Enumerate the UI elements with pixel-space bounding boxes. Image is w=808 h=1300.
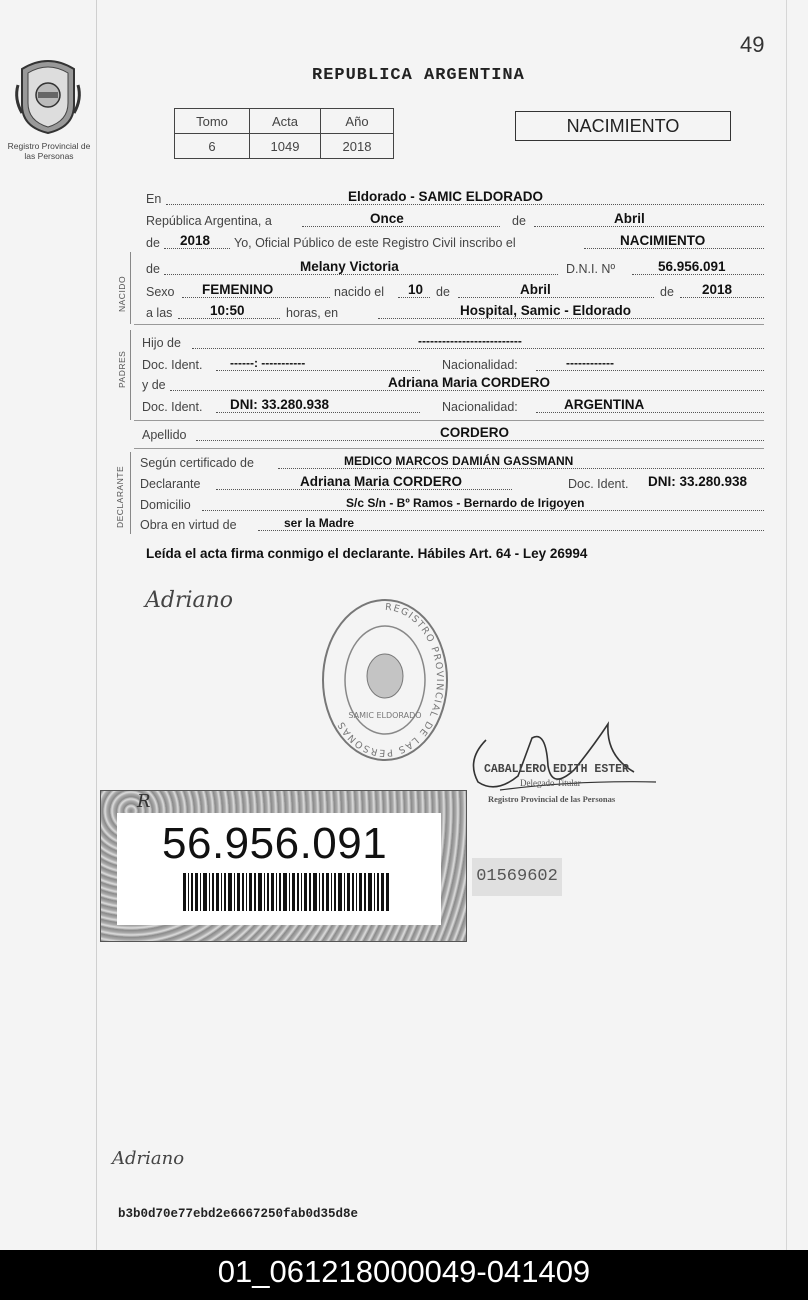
- nacido-dia: 10: [408, 282, 424, 297]
- hijo-value: --------------------------: [418, 334, 522, 348]
- seal-ring-text: REGISTRO PROVINCIAL DE LAS PERSONAS: [335, 601, 446, 759]
- dom-label: Domicilio: [140, 498, 191, 512]
- nacido-mes: Abril: [520, 282, 551, 297]
- en-label: En: [146, 192, 162, 206]
- doc1-label: Doc. Ident.: [142, 358, 203, 372]
- row-hijo: [142, 332, 764, 352]
- row-en: [146, 188, 764, 208]
- acta-inscribo: NACIMIENTO: [620, 233, 706, 248]
- nacido-de2-label: de: [660, 285, 674, 299]
- section-padres: PADRES: [117, 350, 127, 388]
- row-declarante: [140, 473, 764, 493]
- logo-caption: Registro Provincial de las Personas: [7, 141, 91, 161]
- nacido-el-label: nacido el: [334, 285, 385, 299]
- sexo-label: Sexo: [146, 285, 175, 299]
- tomo-acta-table: [174, 108, 394, 159]
- nacido-sexo: FEMENINO: [202, 282, 274, 297]
- doc1-value: ------: -----------: [230, 356, 306, 370]
- delegado-name: CABALLERO EDITH ESTER: [484, 763, 629, 776]
- obra-value: ser la Madre: [284, 516, 355, 530]
- barcode-bars: [183, 873, 389, 911]
- row-oficial: [146, 232, 764, 252]
- row-certificado: [140, 452, 764, 472]
- acta-mes: Abril: [614, 211, 645, 226]
- madre-nombre: Adriana Maria CORDERO: [388, 375, 551, 390]
- delegado-org: Registro Provincial de las Personas: [488, 794, 616, 804]
- nac2-label: Nacionalidad:: [442, 400, 518, 414]
- barcode-sticker: [100, 790, 467, 942]
- nac2-value: ARGENTINA: [564, 397, 645, 412]
- en-value: Eldorado - SAMIC ELDORADO: [348, 189, 543, 204]
- page-right-edge: [786, 0, 787, 1250]
- barcode-number: 56.956.091: [162, 819, 388, 868]
- decl-doc-label: Doc. Ident.: [568, 477, 629, 491]
- leida-statement: Leída el acta firma conmigo el declarante. Hábiles Art. 64 - Ley 26994: [146, 546, 588, 561]
- acta-type-box: NACIMIENTO: [515, 111, 731, 141]
- nac1-value: ------------: [566, 356, 614, 370]
- official-seal: [318, 596, 452, 766]
- decl-label: Declarante: [140, 477, 201, 491]
- apellido-label: Apellido: [142, 428, 187, 442]
- doc2-label: Doc. Ident.: [142, 400, 203, 414]
- page-left-edge: [96, 0, 97, 1250]
- signature-declarante: Adriano: [145, 588, 234, 613]
- decl-value: Adriana Maria CORDERO: [300, 474, 463, 489]
- oficial-text: Yo, Oficial Público de este Registro Civil inscribo el: [234, 236, 516, 250]
- apellido-value: CORDERO: [440, 425, 510, 440]
- serial-number: 01569602: [472, 858, 562, 896]
- acta-dia: Once: [370, 211, 404, 226]
- delegado-role: Delegado Titular: [520, 778, 581, 788]
- nacido-nombre: Melany Victoria: [300, 259, 399, 274]
- nacido-anio: 2018: [702, 282, 733, 297]
- nacido-lugar: Hospital, Samic - Eldorado: [460, 303, 632, 318]
- footer-bar: [0, 1250, 808, 1300]
- row-obra: [140, 514, 764, 534]
- nacido-de1-label: de: [436, 285, 450, 299]
- registro-provincial-logo: [12, 55, 84, 135]
- cert-label: Según certificado de: [140, 456, 254, 470]
- tomo-header: Tomo: [175, 109, 250, 134]
- row-sexo: [146, 281, 764, 301]
- nac1-label: Nacionalidad:: [442, 358, 518, 372]
- row-domicilio: [140, 494, 764, 514]
- delegado-signature: [456, 720, 676, 812]
- row-madre: [142, 374, 764, 394]
- page-number: 49: [740, 32, 765, 57]
- acta-anio: 2018: [180, 233, 211, 248]
- doc2-value: DNI: 33.280.938: [230, 397, 330, 412]
- nacido-dni: 56.956.091: [658, 259, 726, 274]
- section-declarante: DECLARANTE: [115, 465, 125, 528]
- republica-label: República Argentina, a: [146, 214, 272, 228]
- obra-label: Obra en virtud de: [140, 518, 237, 532]
- acta-de2-label: de: [146, 236, 160, 250]
- nacido-de-label: de: [146, 262, 160, 276]
- yde-label: y de: [142, 378, 166, 392]
- section-nacido: NACIDO: [117, 275, 127, 312]
- alas-label: a las: [146, 306, 173, 320]
- row-apellido: [142, 424, 764, 444]
- nacido-hora: 10:50: [210, 303, 245, 318]
- signature-bottom: Adriano: [112, 1148, 185, 1169]
- row-nombre: [146, 258, 764, 278]
- document-hash: b3b0d70e77ebd2e6667250fab0d35d8e: [118, 1207, 359, 1221]
- cert-value: MEDICO MARCOS DAMIÁN GASSMANN: [344, 454, 574, 468]
- horas-label: horas, en: [286, 306, 339, 320]
- seal-inner-text: SAMIC ELDORADO: [348, 711, 422, 720]
- footer-id: 01_061218000049-041409: [217, 1254, 591, 1289]
- row-republica: [146, 210, 764, 230]
- barcode-label: [117, 813, 441, 925]
- acta-value: 1049: [250, 134, 321, 159]
- row-doc1: [142, 354, 764, 374]
- anio-value: 2018: [321, 134, 394, 159]
- acta-de-label: de: [512, 214, 526, 228]
- hijo-label: Hijo de: [142, 336, 181, 350]
- acta-header: Acta: [250, 109, 321, 134]
- row-doc2: [142, 396, 764, 416]
- dom-value: S/c S/n - Bº Ramos - Bernardo de Irigoyen: [346, 496, 585, 510]
- anio-header: Año: [321, 109, 394, 134]
- barcode-tag: R: [137, 791, 151, 812]
- tomo-value: 6: [175, 134, 250, 159]
- document-title: REPUBLICA ARGENTINA: [312, 66, 525, 85]
- dni-label: D.N.I. Nº: [566, 262, 616, 276]
- decl-doc-value: DNI: 33.280.938: [648, 474, 748, 489]
- row-hora: [146, 302, 764, 322]
